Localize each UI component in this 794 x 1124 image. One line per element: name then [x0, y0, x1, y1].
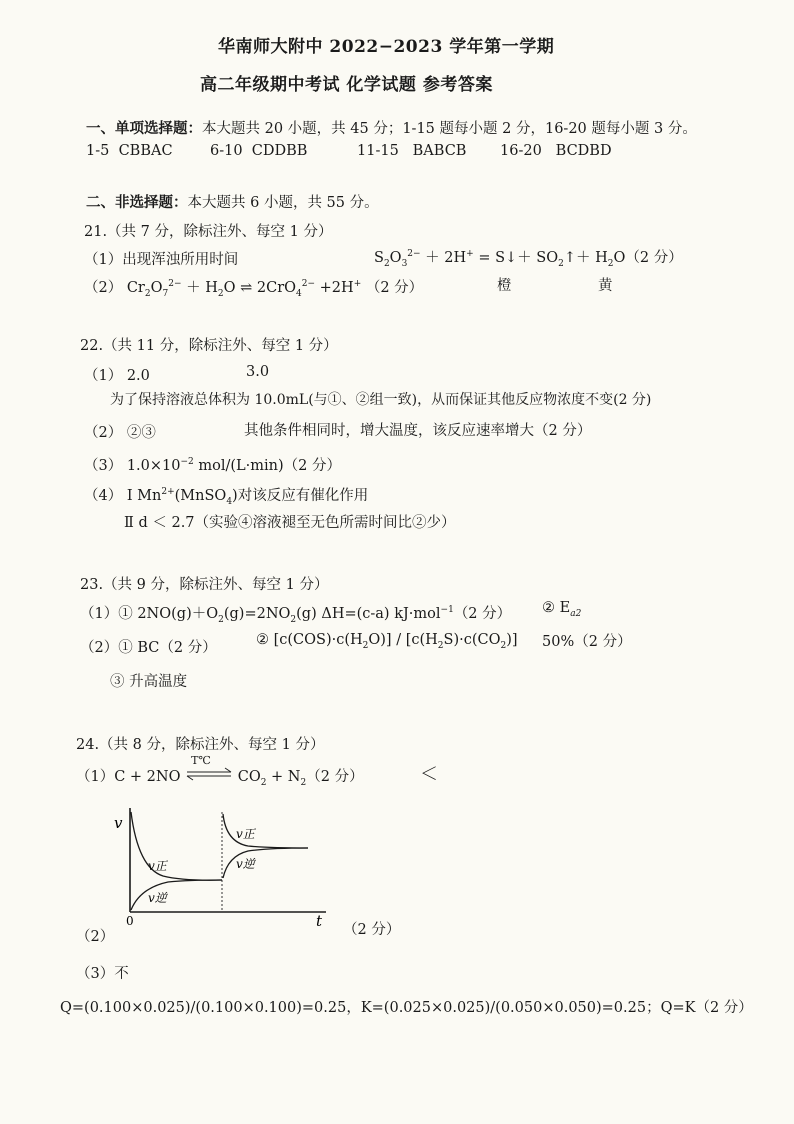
q24-answer-3-calculation: Q=(0.100×0.025)/(0.100×0.100)=0.25，K=(0.025×0.025)/(0.050×0.050)=0.25；Q=K（2 分） [60, 1000, 753, 1016]
label-v-forward-1: v正 [148, 859, 167, 873]
q24-answer-2-score: （2 分） [343, 922, 401, 938]
q21-answer-1-label: （1）出现浑浊所用时间 [84, 252, 239, 268]
answer-letters: CDDBB [251, 143, 308, 159]
series-v-forward-1 [131, 812, 222, 880]
answer-letters: BABCB [412, 143, 467, 159]
q22-explanation: 为了保持溶液总体积为 10.0mL(与①、②组一致)，从而保证其他反应物浓度不变(2 分) [110, 392, 652, 408]
title-line-1: 华南师大附中 2022−2023 学年第一学期 [218, 37, 555, 57]
q23-answer-2-1: （2）① BC（2 分） [80, 640, 217, 656]
y-axis-label: v [114, 814, 123, 832]
title-line-2: 高二年级期中考试 化学试题 参考答案 [200, 75, 493, 95]
q22-answer-2a: （2） ②③ [84, 425, 156, 441]
label-v-reverse-2: v逆 [236, 857, 255, 871]
part1-answers [210, 143, 307, 159]
q23-answer-3: ③ 升高温度 [110, 674, 188, 690]
q24-heading: 24.（共 8 分，除标注外、每空 1 分） [76, 737, 325, 753]
q22-answer-3: （3） $1.0\times 10^{-2}$ mol/(L·min)（2 分） [84, 457, 342, 474]
answer-letters: BCDBD [555, 143, 612, 159]
origin-label: 0 [126, 914, 134, 926]
x-axis-label: t [316, 912, 323, 926]
q22-answer-2b: 其他条件相同时，增大温度，该反应速率增大（2 分） [244, 423, 592, 439]
part2-desc: 本大题共 6 小题，共 55 分。 [187, 195, 379, 211]
q22-heading: 22.（共 11 分，除标注外、每空 1 分） [80, 338, 338, 354]
q24-answer-3: （3）不 [76, 966, 129, 982]
answer-range: 11-15 [357, 143, 399, 159]
equilibrium-arrow-icon [185, 767, 233, 781]
q21-heading: 21.（共 7 分，除标注外、每空 1 分） [84, 224, 333, 240]
answer-letters: CBBAC [118, 143, 173, 159]
answer-range: 6-10 [210, 143, 243, 159]
q24-comparison-sign: ＜ [420, 764, 438, 785]
q22-answer-4-1: （4） Ⅰ $Mn^{2+}(MnSO_4)$对该反应有催化作用 [84, 487, 369, 507]
q24-answer-1: （1）C + 2NO T℃ $CO_2 + N_2(2$ 分） [76, 754, 364, 788]
answer-range: 1-5 [86, 143, 110, 159]
part1-line [86, 117, 697, 138]
answer-range: 16-20 [500, 143, 542, 159]
q21-equation-2: （2） $Cr_2O_7^{2-} + H_2O$ ⇌ 2CrO$_4^{2-}$ +2H+ （2 分） [84, 279, 424, 299]
rate-time-graph [108, 806, 338, 926]
q21-color-orange: 橙 [497, 278, 512, 294]
part2-heading: 二、非选择题： [86, 194, 188, 211]
q22-answer-1b: 3.0 [246, 364, 270, 380]
q24-answer-2-label: （2） [76, 929, 115, 945]
label-v-forward-2: v正 [236, 827, 255, 841]
part2-line [86, 191, 379, 212]
q23-answer-1: （1）① $2NO(g)+O_2(g)=2NO_2(g)$ ΔH=(c-a) kJ·mol$^{-1}$（2 分） [80, 605, 512, 625]
part1-answers [86, 143, 173, 159]
series-v-reverse-1 [131, 880, 222, 910]
q21-equation-1: $S_2O_3^{2-} + 2H^+$ = S↓＋ $SO_2↑+ H_2O(2$ 分） [374, 249, 683, 269]
q21-color-yellow: 黄 [598, 278, 613, 294]
part1-desc: 本大题共 20 小题，共 45 分；1-15 题每小题 2 分，16-20 题每小题 3 分。 [202, 121, 697, 137]
label-v-reverse-1: v逆 [148, 891, 167, 905]
q23-heading: 23.（共 9 分，除标注外、每空 1 分） [80, 577, 329, 593]
part1-heading: 一、单项选择题： [86, 120, 202, 137]
part1-answers [357, 143, 466, 159]
q23-answer-1-energy: ② $E_{a2}$ [542, 600, 582, 619]
q23-answer-2-3: 50%（2 分） [542, 634, 632, 650]
reversible-arrow: T℃ [185, 767, 233, 785]
part1-answers [500, 143, 612, 159]
q22-answer-4-2: Ⅱ d ＜ 2.7（实验④溶液褪至无色所需时间比②少） [124, 515, 456, 531]
q23-answer-2-2: ② $[c(COS)\cdot c(H_2O)] / [c(H_2S)\cdot c(CO_2)]$ [256, 632, 518, 651]
q22-answer-1a: （1） 2.0 [84, 368, 150, 384]
